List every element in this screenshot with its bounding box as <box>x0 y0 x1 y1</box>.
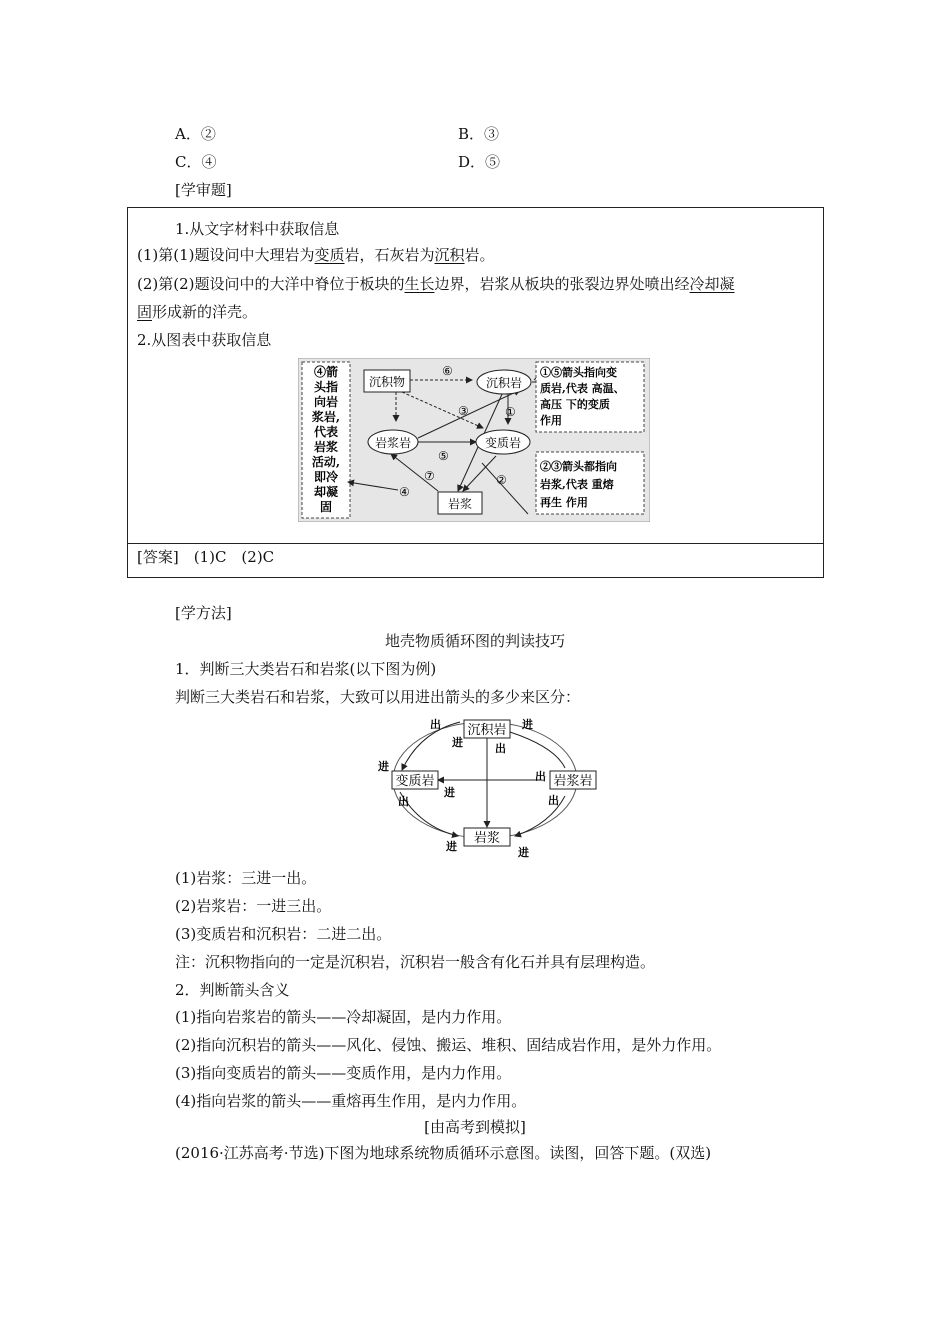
node-magma-label: 岩浆 <box>447 497 473 511</box>
exam-question: (2016·江苏高考·节选)下图为地球系统物质循环示意图。读图，回答下题。(双选) <box>175 1144 712 1162</box>
option-a: A．② <box>175 125 216 143</box>
info1-line1: (1)第(1)题设问中大理岩为变质岩，石灰岩为沉积岩。 <box>137 246 495 264</box>
arrow-meaning-2: (2)指向沉积岩的箭头——风化、侵蚀、搬运、堆积、固结成岩作用，是外力作用。 <box>175 1036 722 1054</box>
answer-divider <box>127 543 824 544</box>
left-note-line: 向岩 <box>313 395 339 409</box>
method-step2: 2．判断箭头含义 <box>175 981 290 999</box>
answer-text: [答案] (1)C (2)C <box>137 548 275 566</box>
bottom-note-line: 再生 作用 <box>540 496 588 509</box>
option-b: B．③ <box>458 125 500 143</box>
node-igneous-label: 岩浆岩 <box>553 774 593 789</box>
in-label: 进 <box>444 786 455 799</box>
method-title: 地壳物质循环图的判读技巧 <box>384 632 565 650</box>
arrow-label: ③ <box>458 404 469 418</box>
study-question-heading: [学审题] <box>175 181 232 199</box>
node-magma-label: 岩浆 <box>473 831 501 846</box>
arrow-meaning-3: (3)指向变质岩的箭头——变质作用，是内力作用。 <box>175 1064 512 1082</box>
left-note-line: 头指 <box>313 380 339 394</box>
left-note-line: 浆岩, <box>311 410 341 424</box>
top-note-line: ①⑤箭头指向变 <box>540 366 617 379</box>
in-label: 进 <box>446 840 457 853</box>
point-2: (2)岩浆岩：一进三出。 <box>175 897 332 915</box>
node-sedimentary-label: 沉积岩 <box>485 376 523 390</box>
method-step1-desc: 判断三大类岩石和岩浆，大致可以用进出箭头的多少来区分： <box>175 688 581 706</box>
bottom-note-line: 岩浆,代表 重熔 <box>540 478 614 491</box>
out-label: 出 <box>535 770 546 783</box>
rock-cycle-diagram <box>298 358 650 522</box>
left-note-line: 活动, <box>311 455 341 469</box>
option-c: C．④ <box>175 153 217 171</box>
left-note-line: 却凝 <box>313 485 339 499</box>
out-label: 出 <box>548 794 559 807</box>
top-note-line: 质岩,代表 高温、 <box>540 382 625 395</box>
left-note-line: 固 <box>319 500 333 514</box>
left-note-line: 即冷 <box>313 470 339 484</box>
in-out-diagram <box>360 712 610 862</box>
node-sedimentary-label: 沉积岩 <box>467 723 507 738</box>
point-1: (1)岩浆：三进一出。 <box>175 869 317 887</box>
left-note-line: ④箭 <box>313 365 339 379</box>
in-label: 进 <box>522 718 533 731</box>
node-sediment-label: 沉积物 <box>368 375 406 389</box>
info2-title: 2.从图表中获取信息 <box>137 331 272 349</box>
arrow-label: ④ <box>399 485 410 499</box>
option-d: D．⑤ <box>458 153 501 171</box>
arrow-meaning-1: (1)指向岩浆岩的箭头——冷却凝固，是内力作用。 <box>175 1008 512 1026</box>
left-note-line: 岩浆 <box>313 440 339 454</box>
info1-title: 1.从文字材料中获取信息 <box>175 220 340 238</box>
point-3: (3)变质岩和沉积岩：二进二出。 <box>175 925 392 943</box>
top-note-line: 高压 下的变质 <box>540 398 610 411</box>
out-label: 出 <box>398 795 409 808</box>
in-label: 进 <box>378 760 389 773</box>
arrow-label: ② <box>496 473 507 487</box>
arrow-label: ⑤ <box>438 449 449 463</box>
method-step1: 1．判断三大类岩石和岩浆(以下图为例) <box>175 660 437 678</box>
in-label: 进 <box>518 846 529 859</box>
out-label: 出 <box>430 718 441 731</box>
info1-line2-cont: 固形成新的洋壳。 <box>137 303 258 321</box>
in-label: 进 <box>452 736 463 749</box>
node-metamorphic-label: 变质岩 <box>484 436 522 450</box>
arrow-label: ⑦ <box>424 469 435 483</box>
info1-line2: (2)第(2)题设问中的大洋中脊位于板块的生长边界，岩浆从板块的张裂边界处喷出经冷却凝 <box>137 275 735 293</box>
arrow-label: ① <box>505 405 516 419</box>
note-text: 注：沉积物指向的一定是沉积岩，沉积岩一般含有化石并具有层理构造。 <box>175 953 656 971</box>
arrow-label: ⑥ <box>442 364 453 378</box>
out-label: 出 <box>495 742 506 755</box>
bottom-note-line: ②③箭头都指向 <box>540 460 617 473</box>
arrow-meaning-4: (4)指向岩浆的箭头——重熔再生作用，是内力作用。 <box>175 1092 527 1110</box>
node-igneous-label: 岩浆岩 <box>374 436 412 450</box>
top-note-line: 作用 <box>540 414 562 427</box>
left-note-line: 代表 <box>313 425 339 439</box>
method-heading: [学方法] <box>175 604 232 622</box>
exam-heading: [由高考到模拟] <box>424 1118 526 1136</box>
node-metamorphic-label: 变质岩 <box>395 774 435 789</box>
